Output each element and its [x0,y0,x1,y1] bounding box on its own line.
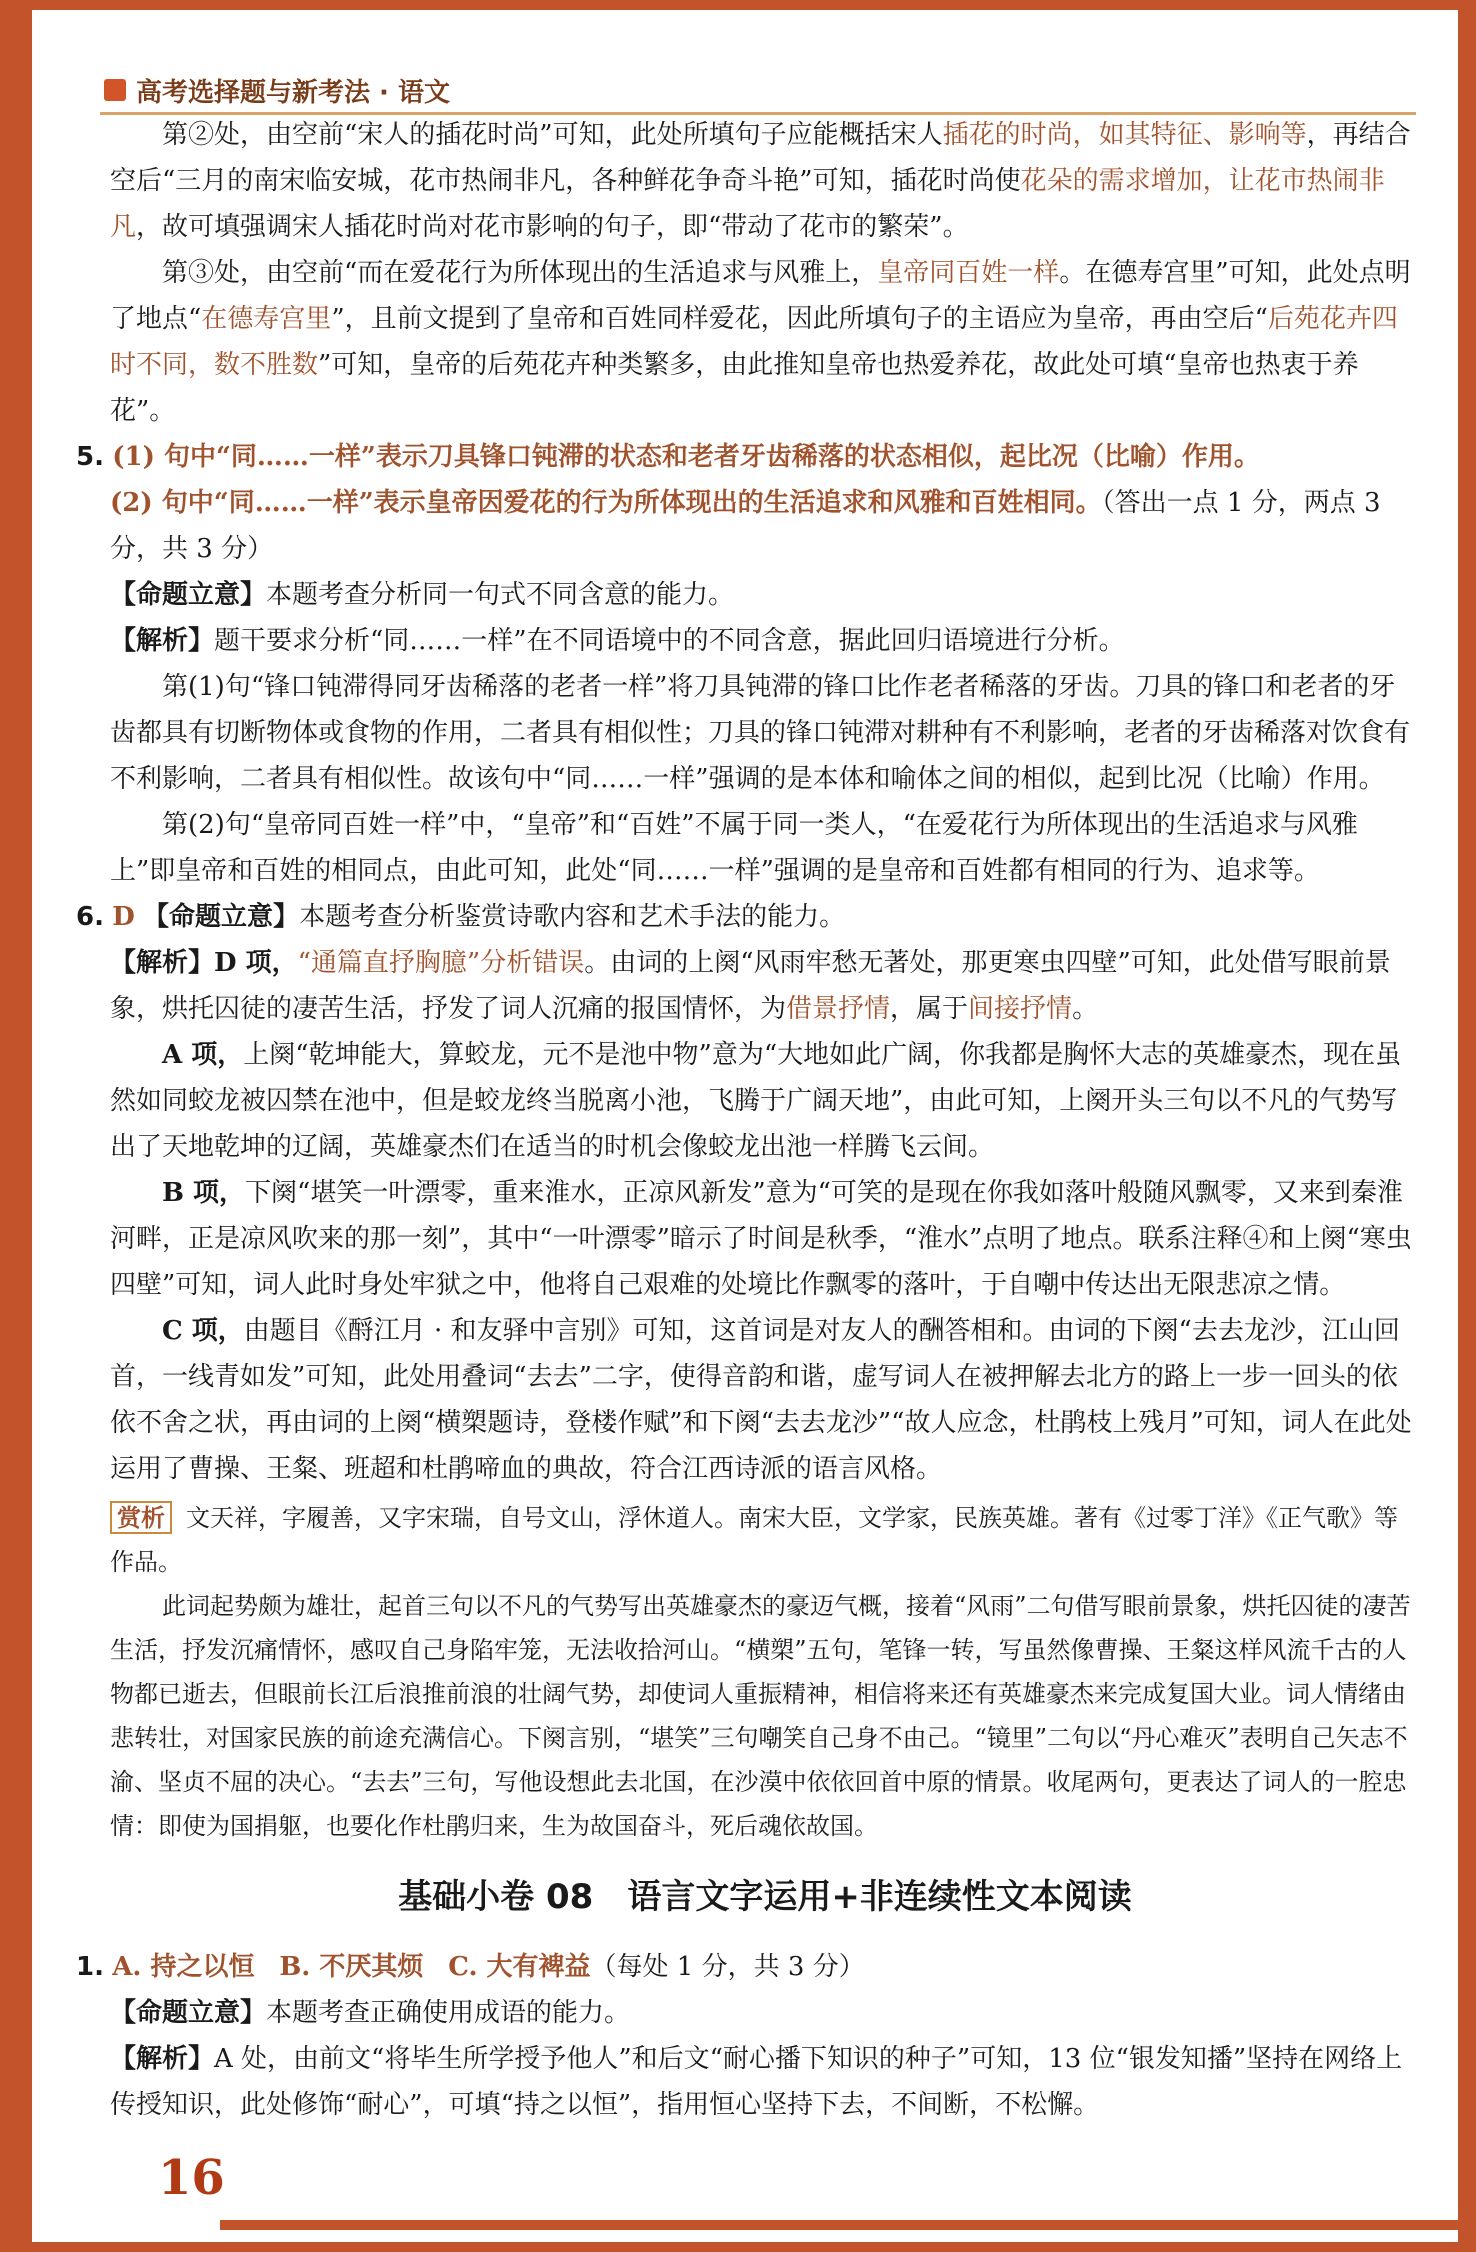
answer-1: (1) 句中“同……一样”表示刀具锋口钝滞的状态和老者牙齿稀落的状态相似，起比况（比喻）作用。 [112,442,1260,472]
option-label: D 项， [214,948,298,978]
question-number: 5. [76,442,104,472]
analysis-tag: 【解析】 [110,948,215,978]
appreciation-body: 此词起势颇为雄壮，起首三句以不凡的气势写出英雄豪杰的豪迈气概，接着“风雨”二句借写眼前景象，烘托囚徒的凄苦生活，抒发沉痛情怀，感叹自己身陷牢笼，无法收拾河山。“横槊”五句，笔锋一转，写虽然像曹操、王粲这样风流千古的人物都已逝去，但眼前长江后浪推前浪的壮阔气势，却使词人重振精神，相信将来还有英雄豪杰来完成复国大业。词人情绪由悲转壮，对国家民族的前途充满信心。下阕言别，“堪笑”三句嘲笑自己身不由己。“镜里”二句以“丹心难灭”表明自己矢志不渝、坚贞不屈的决心。“去去”三句，写他设想此去北国，在沙漠中依依回首中原的情景。收尾两句，更表达了词人的一腔忠情：即使为国捐躯，也要化作杜鹃归来，生为故国奋斗，死后魂依故国。 [110,1592,1411,1840]
q6-option-c [110,1308,1420,1492]
highlight: 皇帝同百姓一样 [877,258,1060,288]
answer-c: C. 大有裨益 [448,1952,591,1982]
section-title: 基础小卷 08 语言文字运用+非连续性文本阅读 [398,1877,1132,1917]
q6-option-d [110,940,1420,1032]
text: 文天祥，字履善，又字宋瑞，自号文山，浮休道人。南宋大臣，文学家，民族英雄。著有《过零丁洋》《正气歌》等作品。 [110,1504,1398,1576]
page-content [76,112,1420,2128]
score-note: （答出一点 1 分，两点 3 分，共 3 分） [110,488,1381,564]
text: 。在德寿宫里”可知，此处点明了地点“ [110,258,1411,334]
answer-b: B. 不厌其烦 [279,1952,424,1982]
page-header [104,70,450,110]
q5-analysis [110,618,1420,664]
q5-paragraph-2: 第(2)句“皇帝同百姓一样”中，“皇帝”和“百姓”不属于同一类人，“在爱花行为所体现出的生活追求与风雅上”即皇帝和百姓的相同点，由此可知，此处“同……一样”强调的是皇帝和百姓都有相同的行为、追求等。 [110,810,1358,886]
question-5-answer-2 [110,480,1420,572]
q6-option-b [110,1170,1420,1308]
question-5-answer [76,434,1420,480]
text: ，故可填强调宋人插花时尚对花市影响的句子，即“带动了花市的繁荣”。 [136,212,969,242]
text: ”，且前文提到了皇帝和百姓同样爱花，因此所填句子的主语应为皇帝，再由空后“ [331,304,1268,334]
q5-paragraph-1: 第(1)句“锋口钝滞得同牙齿稀落的老者一样”将刀具钝滞的锋口比作老者稀落的牙齿。刀具的锋口和老者的牙齿都具有切断物体或食物的作用，二者具有相似性；刀具的锋口钝滞对耕种有不利影响，老者的牙齿稀落对饮食有不利影响，二者具有相似性。故该句中“同……一样”强调的是本体和喻体之间的相似，起到比况（比喻）作用。 [110,672,1411,794]
text: 。 [1072,994,1099,1024]
q6-option-a [110,1032,1420,1170]
analysis-text: 题干要求分析“同……一样”在不同语境中的不同含意，据此回归语境进行分析。 [214,626,1125,656]
intent-tag: 【命题立意】 [110,1998,267,2028]
question-number: 1. [76,1952,104,1982]
question-6-answer [76,894,1420,940]
intent-text: 本题考查分析同一句式不同含意的能力。 [266,580,735,610]
text: ，再结合空后“三月的南宋临安城，花市热闹非凡，各种鲜花争奇斗艳”可知，插花时尚使 [110,120,1411,196]
score-note: （每处 1 分，共 3 分） [590,1952,865,1982]
text: 第③处，由空前“而在爱花行为所体现出的生活追求与风雅上， [162,258,878,288]
answer-2: (2) 句中“同……一样”表示皇帝因爱花的行为所体现出的生活追求和风雅和百姓相同。 [110,488,1102,518]
analysis-tag: 【解析】 [110,626,215,656]
appreciation-tag: 赏析 [110,1501,172,1534]
text: 由题目《酹江月 · 和友驿中言别》可知，这首词是对友人的酬答相和。由词的下阕“去去龙沙，江山回首，一线青如发”可知，此处用叠词“去去”二字，使得音韵和谐，虚写词人在被押解去北方的路上一步一回头的依依不舍之状，再由词的上阕“横槊题诗，登楼作赋”和下阕“去去龙沙”“故人应念，杜鹃枝上残月”可知，词人在此处运用了曹操、王粲、班超和杜鹃啼血的典故，符合江西诗派的语言风格。 [110,1316,1412,1484]
text: ”可知，皇帝的后苑花卉种类繁多，由此推知皇帝也热爱养花，故此处可填“皇帝也热衷于养花”。 [110,350,1359,426]
highlight: “通篇直抒胸臆”分析错误 [297,948,585,978]
text: ，属于 [890,994,969,1024]
highlight: 借景抒情 [786,994,891,1024]
text: 第②处，由空前“宋人的插花时尚”可知，此处所填句子应能概括宋人 [162,120,943,150]
text: 。由词的上阕“风雨牢愁无著处，那更寒虫四壁”可知，此处借写眼前景象，烘托囚徒的凄苦生活，抒发了词人沉痛的报国情怀，为 [110,948,1391,1024]
book-icon [104,79,126,101]
page-number: 16 [158,2150,225,2206]
intent-tag: 【命题立意】 [110,580,267,610]
intent-tag: 【命题立意】 [143,902,300,932]
header-title: 高考选择题与新考法 · 语文 [136,77,450,108]
section-q1-answer [76,1944,1420,1990]
highlight: 花朵的需求增加，让花市热闹非凡 [110,166,1385,242]
highlight: 在德寿宫里 [201,304,332,334]
s1-analysis [110,2036,1420,2128]
appreciation-bio [110,1496,1420,1584]
highlight: 后苑花卉四时不同，数不胜数 [110,304,1398,380]
analysis-tag: 【解析】 [110,2044,215,2074]
paragraph-2 [110,112,1420,250]
analysis-text: A 处，由前文“将毕生所学授予他人”和后文“耐心播下知识的种子”可知，13 位“银发知播”坚持在网络上传授知识，此处修饰“耐心”，可填“持之以恒”，指用恒心坚持下去，不间断，不松懈。 [110,2044,1403,2120]
text: 下阕“堪笑一叶漂零，重来淮水，正凉风新发”意为“可笑的是现在你我如落叶般随风飘零，又来到秦淮河畔，正是凉风吹来的那一刻”，其中“一叶漂零”暗示了时间是秋季，“淮水”点明了地点。联系注释④和上阕“寒虫四壁”可知，词人此时身处牢狱之中，他将自己艰难的处境比作飘零的落叶，于自嘲中传达出无限悲凉之情。 [110,1178,1412,1300]
option-label: B 项， [162,1178,246,1208]
intent-text: 本题考查正确使用成语的能力。 [266,1998,631,2028]
question-number: 6. [76,902,104,932]
answer-a: A. 持之以恒 [112,1952,255,1982]
q5-intent [110,572,1420,618]
answer-letter: D [112,902,135,932]
highlight: 间接抒情 [968,994,1073,1024]
s1-intent [110,1990,1420,2036]
option-label: A 项， [162,1040,244,1070]
intent-text: 本题考查分析鉴赏诗歌内容和艺术手法的能力。 [299,902,846,932]
paragraph-3 [110,250,1420,434]
option-label: C 项， [162,1316,244,1346]
highlight: 插花的时尚，如其特征、影响等 [942,120,1307,150]
bottom-band [220,2220,1458,2230]
text: 上阕“乾坤能大，算蛟龙，元不是池中物”意为“大地如此广阔，你我都是胸怀大志的英雄豪杰，现在虽然如同蛟龙被囚禁在池中，但是蛟龙终当脱离小池，飞腾于广阔天地”，由此可知，上阕开头三句以不凡的气势写出了天地乾坤的辽阔，英雄豪杰们在适当的时机会像蛟龙出池一样腾飞云间。 [110,1040,1402,1162]
